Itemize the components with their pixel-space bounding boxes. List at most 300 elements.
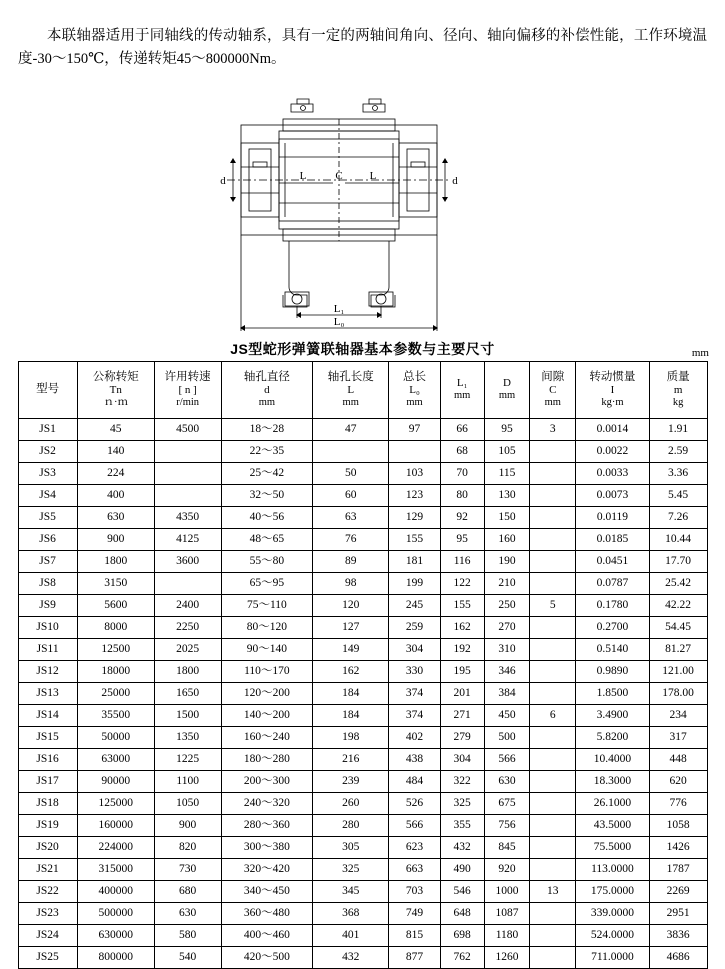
row-d-outer: 384 (484, 682, 530, 704)
row-bore-length (313, 440, 389, 462)
table-row (18, 902, 707, 924)
table-row (18, 682, 707, 704)
row-l1: 648 (440, 902, 484, 924)
row-total-length: 526 (389, 792, 440, 814)
row-allowable-speed (154, 484, 221, 506)
row-nominal-torque: 224 (77, 462, 154, 484)
row-bore-diameter: 110～170 (221, 660, 312, 682)
row-mass: 1058 (649, 814, 707, 836)
row-model: JS10 (18, 616, 77, 638)
table-row (18, 638, 707, 660)
row-allowable-speed: 1225 (154, 748, 221, 770)
row-d-outer: 150 (484, 506, 530, 528)
row-moment-of-inertia: 0.0014 (576, 418, 650, 440)
table-title: JS型蛇形弹簧联轴器基本参数与主要尺寸 (230, 340, 495, 357)
row-moment-of-inertia: 0.0787 (576, 572, 650, 594)
row-bore-length: 184 (313, 704, 389, 726)
row-model: JS21 (18, 858, 77, 880)
figure-label-L0: L₀ (333, 315, 344, 328)
row-d-outer: 346 (484, 660, 530, 682)
table-row (18, 748, 707, 770)
row-model: JS7 (18, 550, 77, 572)
row-nominal-torque: 3150 (77, 572, 154, 594)
row-l1: 66 (440, 418, 484, 440)
row-clearance (530, 528, 576, 550)
row-bore-length: 127 (313, 616, 389, 638)
row-mass: 234 (649, 704, 707, 726)
row-total-length: 199 (389, 572, 440, 594)
row-l1: 322 (440, 770, 484, 792)
row-mass: 3.36 (649, 462, 707, 484)
row-clearance: 3 (530, 418, 576, 440)
row-model: JS2 (18, 440, 77, 462)
table-row (18, 616, 707, 638)
table-row (18, 858, 707, 880)
row-moment-of-inertia: 26.1000 (576, 792, 650, 814)
row-clearance (530, 682, 576, 704)
row-moment-of-inertia: 10.4000 (576, 748, 650, 770)
row-bore-length: 162 (313, 660, 389, 682)
spec-table (18, 361, 708, 969)
row-d-outer: 630 (484, 770, 530, 792)
row-total-length: 97 (389, 418, 440, 440)
row-total-length: 245 (389, 594, 440, 616)
row-bore-diameter: 180～280 (221, 748, 312, 770)
row-bore-length: 120 (313, 594, 389, 616)
row-bore-diameter: 32～50 (221, 484, 312, 506)
row-total-length: 129 (389, 506, 440, 528)
row-total-length: 703 (389, 880, 440, 902)
row-clearance (530, 572, 576, 594)
row-bore-diameter: 90～140 (221, 638, 312, 660)
row-moment-of-inertia: 0.0185 (576, 528, 650, 550)
row-model: JS24 (18, 924, 77, 946)
table-row (18, 484, 707, 506)
header-total-length: 总长 L₀ mm (389, 361, 440, 418)
row-bore-length: 98 (313, 572, 389, 594)
row-l1: 325 (440, 792, 484, 814)
table-row (18, 792, 707, 814)
row-d-outer: 1260 (484, 946, 530, 968)
header-d-outer: D mm (484, 361, 530, 418)
row-bore-diameter: 22～35 (221, 440, 312, 462)
row-d-outer: 160 (484, 528, 530, 550)
row-bore-length: 239 (313, 770, 389, 792)
row-d-outer: 500 (484, 726, 530, 748)
row-mass: 7.26 (649, 506, 707, 528)
row-moment-of-inertia: 113.0000 (576, 858, 650, 880)
row-nominal-torque: 45 (77, 418, 154, 440)
row-model: JS18 (18, 792, 77, 814)
document-page (0, 15, 725, 963)
row-model: JS12 (18, 660, 77, 682)
row-l1: 195 (440, 660, 484, 682)
row-clearance (530, 462, 576, 484)
row-clearance: 13 (530, 880, 576, 902)
row-model: JS19 (18, 814, 77, 836)
row-allowable-speed: 2400 (154, 594, 221, 616)
row-clearance (530, 440, 576, 462)
figure-label-C: C (334, 169, 343, 182)
figure-label-L1: L₁ (333, 302, 344, 315)
row-clearance (530, 616, 576, 638)
row-mass: 2.59 (649, 440, 707, 462)
row-bore-length: 216 (313, 748, 389, 770)
row-clearance (530, 550, 576, 572)
row-d-outer: 756 (484, 814, 530, 836)
row-nominal-torque: 8000 (77, 616, 154, 638)
row-allowable-speed: 4350 (154, 506, 221, 528)
row-clearance (530, 902, 576, 924)
row-total-length: 304 (389, 638, 440, 660)
row-allowable-speed: 580 (154, 924, 221, 946)
row-bore-diameter: 48～65 (221, 528, 312, 550)
row-moment-of-inertia: 0.0033 (576, 462, 650, 484)
row-mass: 121.00 (649, 660, 707, 682)
row-nominal-torque: 1800 (77, 550, 154, 572)
row-mass: 620 (649, 770, 707, 792)
table-row (18, 660, 707, 682)
row-mass: 178.00 (649, 682, 707, 704)
row-bore-diameter: 420～500 (221, 946, 312, 968)
coupling-drawing-svg (193, 87, 533, 335)
row-d-outer: 1180 (484, 924, 530, 946)
row-allowable-speed: 820 (154, 836, 221, 858)
header-model: 型号 (18, 361, 77, 418)
row-nominal-torque: 800000 (77, 946, 154, 968)
row-total-length: 330 (389, 660, 440, 682)
row-allowable-speed: 1500 (154, 704, 221, 726)
row-moment-of-inertia: 0.0022 (576, 440, 650, 462)
table-row (18, 946, 707, 968)
row-allowable-speed: 1650 (154, 682, 221, 704)
row-model: JS20 (18, 836, 77, 858)
figure-label-L-left: L (299, 169, 306, 182)
header-mass: 质量 m kg (649, 361, 707, 418)
row-mass: 54.45 (649, 616, 707, 638)
row-total-length: 815 (389, 924, 440, 946)
row-nominal-torque: 35500 (77, 704, 154, 726)
table-row (18, 572, 707, 594)
row-moment-of-inertia: 339.0000 (576, 902, 650, 924)
table-row (18, 836, 707, 858)
row-bore-length: 368 (313, 902, 389, 924)
table-row (18, 462, 707, 484)
row-clearance (530, 946, 576, 968)
row-clearance (530, 924, 576, 946)
row-bore-diameter: 300～380 (221, 836, 312, 858)
table-row (18, 726, 707, 748)
row-l1: 80 (440, 484, 484, 506)
row-l1: 304 (440, 748, 484, 770)
row-bore-diameter: 25～42 (221, 462, 312, 484)
row-bore-diameter: 340～450 (221, 880, 312, 902)
row-mass: 1787 (649, 858, 707, 880)
row-bore-diameter: 40～56 (221, 506, 312, 528)
row-bore-length: 401 (313, 924, 389, 946)
row-moment-of-inertia: 0.9890 (576, 660, 650, 682)
row-d-outer: 105 (484, 440, 530, 462)
row-d-outer: 95 (484, 418, 530, 440)
row-allowable-speed: 730 (154, 858, 221, 880)
row-mass: 10.44 (649, 528, 707, 550)
row-bore-length: 198 (313, 726, 389, 748)
row-moment-of-inertia: 524.0000 (576, 924, 650, 946)
row-bore-length: 345 (313, 880, 389, 902)
row-allowable-speed (154, 462, 221, 484)
row-nominal-torque: 18000 (77, 660, 154, 682)
row-model: JS6 (18, 528, 77, 550)
row-total-length (389, 440, 440, 462)
row-nominal-torque: 140 (77, 440, 154, 462)
header-allowable-speed: 许用转速 [ n ] r/min (154, 361, 221, 418)
row-bore-diameter: 160～240 (221, 726, 312, 748)
coupling-diagram (0, 87, 725, 337)
row-moment-of-inertia: 0.5140 (576, 638, 650, 660)
row-moment-of-inertia: 43.5000 (576, 814, 650, 836)
row-nominal-torque: 900 (77, 528, 154, 550)
row-total-length: 749 (389, 902, 440, 924)
table-row (18, 770, 707, 792)
row-nominal-torque: 400 (77, 484, 154, 506)
row-bore-length: 63 (313, 506, 389, 528)
table-row (18, 594, 707, 616)
row-bore-length: 184 (313, 682, 389, 704)
table-row (18, 924, 707, 946)
row-allowable-speed: 4125 (154, 528, 221, 550)
row-mass: 317 (649, 726, 707, 748)
row-d-outer: 115 (484, 462, 530, 484)
row-d-outer: 130 (484, 484, 530, 506)
row-mass: 448 (649, 748, 707, 770)
row-moment-of-inertia: 5.8200 (576, 726, 650, 748)
row-nominal-torque: 63000 (77, 748, 154, 770)
row-clearance (530, 660, 576, 682)
row-moment-of-inertia: 1.8500 (576, 682, 650, 704)
row-nominal-torque: 25000 (77, 682, 154, 704)
row-d-outer: 310 (484, 638, 530, 660)
row-moment-of-inertia: 0.0119 (576, 506, 650, 528)
row-model: JS25 (18, 946, 77, 968)
row-model: JS14 (18, 704, 77, 726)
row-clearance (530, 484, 576, 506)
row-l1: 95 (440, 528, 484, 550)
row-l1: 155 (440, 594, 484, 616)
table-row (18, 506, 707, 528)
row-model: JS17 (18, 770, 77, 792)
row-d-outer: 1000 (484, 880, 530, 902)
row-mass: 3836 (649, 924, 707, 946)
row-nominal-torque: 630000 (77, 924, 154, 946)
row-nominal-torque: 90000 (77, 770, 154, 792)
row-allowable-speed: 900 (154, 814, 221, 836)
row-l1: 432 (440, 836, 484, 858)
row-mass: 5.45 (649, 484, 707, 506)
row-d-outer: 1087 (484, 902, 530, 924)
header-l1: L₁ mm (440, 361, 484, 418)
row-allowable-speed: 1100 (154, 770, 221, 792)
row-mass: 25.42 (649, 572, 707, 594)
row-l1: 162 (440, 616, 484, 638)
row-d-outer: 845 (484, 836, 530, 858)
row-allowable-speed: 540 (154, 946, 221, 968)
row-bore-diameter: 240～320 (221, 792, 312, 814)
row-bore-diameter: 55～80 (221, 550, 312, 572)
row-total-length: 374 (389, 682, 440, 704)
row-moment-of-inertia: 75.5000 (576, 836, 650, 858)
row-moment-of-inertia: 175.0000 (576, 880, 650, 902)
row-d-outer: 920 (484, 858, 530, 880)
row-total-length: 877 (389, 946, 440, 968)
row-clearance: 5 (530, 594, 576, 616)
row-l1: 279 (440, 726, 484, 748)
row-total-length: 623 (389, 836, 440, 858)
row-nominal-torque: 12500 (77, 638, 154, 660)
row-nominal-torque: 5600 (77, 594, 154, 616)
row-l1: 70 (440, 462, 484, 484)
row-total-length: 259 (389, 616, 440, 638)
row-l1: 271 (440, 704, 484, 726)
row-bore-diameter: 80～120 (221, 616, 312, 638)
row-mass: 776 (649, 792, 707, 814)
row-bore-diameter: 75～110 (221, 594, 312, 616)
row-total-length: 402 (389, 726, 440, 748)
row-nominal-torque: 500000 (77, 902, 154, 924)
row-d-outer: 250 (484, 594, 530, 616)
row-model: JS1 (18, 418, 77, 440)
row-bore-length: 76 (313, 528, 389, 550)
table-header-row (18, 361, 707, 418)
table-row (18, 440, 707, 462)
row-nominal-torque: 630 (77, 506, 154, 528)
row-d-outer: 675 (484, 792, 530, 814)
row-bore-diameter: 18～28 (221, 418, 312, 440)
row-d-outer: 270 (484, 616, 530, 638)
row-bore-diameter: 400～460 (221, 924, 312, 946)
table-row (18, 418, 707, 440)
row-d-outer: 210 (484, 572, 530, 594)
row-total-length: 438 (389, 748, 440, 770)
row-mass: 1.91 (649, 418, 707, 440)
row-clearance (530, 858, 576, 880)
row-clearance (530, 726, 576, 748)
row-moment-of-inertia: 0.2700 (576, 616, 650, 638)
row-nominal-torque: 224000 (77, 836, 154, 858)
row-l1: 92 (440, 506, 484, 528)
row-model: JS9 (18, 594, 77, 616)
row-bore-diameter: 65～95 (221, 572, 312, 594)
row-allowable-speed (154, 572, 221, 594)
figure-label-d-left: d (219, 174, 226, 187)
row-clearance (530, 792, 576, 814)
row-total-length: 181 (389, 550, 440, 572)
row-l1: 355 (440, 814, 484, 836)
row-bore-diameter: 200～300 (221, 770, 312, 792)
row-nominal-torque: 400000 (77, 880, 154, 902)
row-d-outer: 566 (484, 748, 530, 770)
row-clearance (530, 814, 576, 836)
row-model: JS3 (18, 462, 77, 484)
row-allowable-speed: 3600 (154, 550, 221, 572)
row-nominal-torque: 125000 (77, 792, 154, 814)
row-total-length: 155 (389, 528, 440, 550)
row-clearance (530, 770, 576, 792)
row-total-length: 123 (389, 484, 440, 506)
row-bore-length: 149 (313, 638, 389, 660)
row-moment-of-inertia: 0.0451 (576, 550, 650, 572)
row-total-length: 663 (389, 858, 440, 880)
row-allowable-speed: 680 (154, 880, 221, 902)
row-model: JS13 (18, 682, 77, 704)
row-model: JS4 (18, 484, 77, 506)
row-l1: 116 (440, 550, 484, 572)
row-bore-diameter: 120～200 (221, 682, 312, 704)
row-clearance (530, 836, 576, 858)
row-l1: 762 (440, 946, 484, 968)
row-moment-of-inertia: 0.1780 (576, 594, 650, 616)
table-row (18, 550, 707, 572)
table-row (18, 880, 707, 902)
row-moment-of-inertia: 711.0000 (576, 946, 650, 968)
row-bore-length: 60 (313, 484, 389, 506)
row-moment-of-inertia: 3.4900 (576, 704, 650, 726)
row-allowable-speed: 4500 (154, 418, 221, 440)
row-bore-length: 432 (313, 946, 389, 968)
row-bore-length: 260 (313, 792, 389, 814)
row-bore-diameter: 320～420 (221, 858, 312, 880)
row-model: JS16 (18, 748, 77, 770)
row-mass: 1426 (649, 836, 707, 858)
row-clearance: 6 (530, 704, 576, 726)
row-nominal-torque: 315000 (77, 858, 154, 880)
row-clearance (530, 748, 576, 770)
intro-paragraph: 本联轴器适用于同轴线的传动轴系，具有一定的两轴间角向、径向、轴向偏移的补偿性能，工作环境温度-30～150℃，传递转矩45～800000Nm。 (18, 27, 707, 68)
row-l1: 122 (440, 572, 484, 594)
row-total-length: 484 (389, 770, 440, 792)
table-unit-label: mm (691, 346, 709, 359)
row-allowable-speed: 2250 (154, 616, 221, 638)
row-model: JS5 (18, 506, 77, 528)
row-model: JS22 (18, 880, 77, 902)
table-row (18, 528, 707, 550)
row-bore-length: 47 (313, 418, 389, 440)
row-l1: 192 (440, 638, 484, 660)
row-model: JS15 (18, 726, 77, 748)
row-bore-length: 325 (313, 858, 389, 880)
row-bore-diameter: 140～200 (221, 704, 312, 726)
row-d-outer: 450 (484, 704, 530, 726)
table-row (18, 704, 707, 726)
row-allowable-speed: 2025 (154, 638, 221, 660)
figure-label-d-right: d (451, 174, 458, 187)
row-model: JS23 (18, 902, 77, 924)
header-clearance: 间隙 C mm (530, 361, 576, 418)
row-l1: 201 (440, 682, 484, 704)
row-clearance (530, 506, 576, 528)
row-l1: 490 (440, 858, 484, 880)
header-nominal-torque: 公称转矩 Tn ｎ·ｍ (77, 361, 154, 418)
figure-label-L-right: L (369, 169, 376, 182)
row-nominal-torque: 50000 (77, 726, 154, 748)
row-d-outer: 190 (484, 550, 530, 572)
row-total-length: 103 (389, 462, 440, 484)
row-bore-length: 280 (313, 814, 389, 836)
row-allowable-speed (154, 440, 221, 462)
row-bore-length: 50 (313, 462, 389, 484)
row-bore-diameter: 280～360 (221, 814, 312, 836)
row-mass: 17.70 (649, 550, 707, 572)
row-moment-of-inertia: 18.3000 (576, 770, 650, 792)
